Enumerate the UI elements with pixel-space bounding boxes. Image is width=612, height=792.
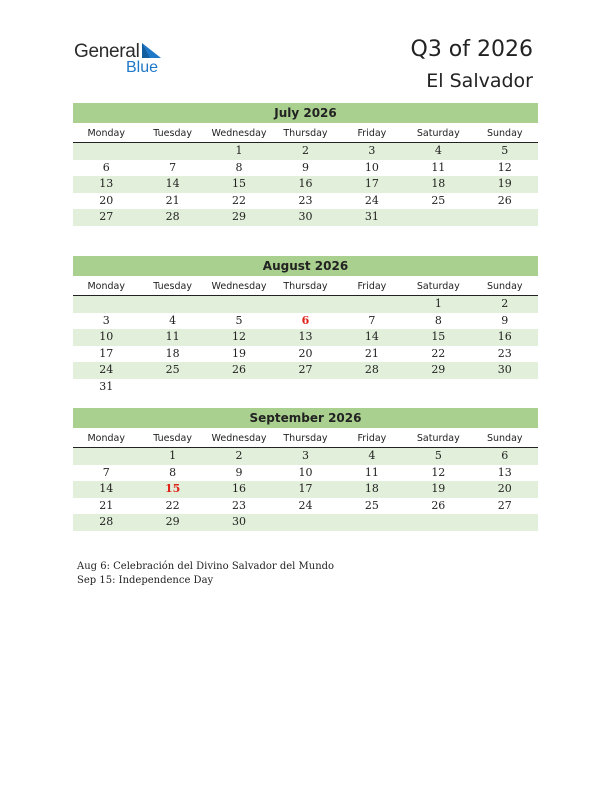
day-cell: 4 bbox=[434, 144, 442, 157]
day-cell bbox=[339, 514, 405, 531]
day-cell: 27 bbox=[99, 210, 114, 223]
day-cell bbox=[73, 143, 139, 160]
day-cell bbox=[73, 448, 139, 465]
week-row bbox=[73, 209, 538, 226]
weekday-label: Thursday bbox=[283, 281, 328, 292]
day-cell bbox=[272, 379, 338, 396]
month-title: September 2026 bbox=[73, 408, 538, 428]
day-cell bbox=[73, 296, 139, 313]
day-cell: 12 bbox=[232, 330, 247, 343]
day-cell: 21 bbox=[165, 193, 180, 207]
day-cell: 3 bbox=[368, 144, 376, 157]
day-cell bbox=[339, 379, 405, 396]
day-cell: 29 bbox=[232, 210, 247, 223]
day-cell bbox=[339, 296, 405, 313]
day-cell: 14 bbox=[99, 482, 114, 495]
day-cell: 9 bbox=[501, 313, 509, 327]
day-cell: 16 bbox=[232, 482, 247, 495]
day-cell bbox=[405, 514, 471, 531]
day-cell: 1 bbox=[169, 449, 177, 462]
day-cell: 12 bbox=[497, 160, 512, 174]
weekday-label: Tuesday bbox=[153, 128, 192, 139]
day-cell: 15 bbox=[431, 330, 446, 343]
weekday-header-row bbox=[73, 278, 538, 296]
day-cell: 30 bbox=[497, 363, 512, 376]
day-cell: 19 bbox=[232, 346, 247, 360]
day-cell: 8 bbox=[235, 160, 243, 174]
day-cell: 6 bbox=[501, 449, 509, 462]
week-row bbox=[73, 379, 538, 396]
day-cell: 21 bbox=[364, 346, 379, 360]
holiday-day-cell: 15 bbox=[164, 482, 181, 495]
day-cell: 7 bbox=[102, 465, 110, 479]
day-cell: 3 bbox=[301, 449, 309, 462]
day-cell bbox=[472, 379, 538, 396]
weekday-label: Thursday bbox=[283, 433, 328, 444]
day-cell: 9 bbox=[235, 465, 243, 479]
day-cell: 16 bbox=[298, 177, 313, 190]
day-cell bbox=[405, 209, 471, 226]
day-cell bbox=[272, 296, 338, 313]
weekday-label: Monday bbox=[87, 128, 125, 139]
day-cell: 29 bbox=[431, 363, 446, 376]
logo-triangle-icon bbox=[142, 43, 162, 59]
weekday-label: Sunday bbox=[486, 128, 523, 139]
day-cell: 17 bbox=[364, 177, 379, 190]
day-cell: 10 bbox=[99, 330, 114, 343]
day-cell: 20 bbox=[298, 346, 313, 360]
day-cell bbox=[272, 514, 338, 531]
day-cell: 9 bbox=[301, 160, 309, 174]
day-cell: 19 bbox=[497, 177, 512, 190]
day-cell: 25 bbox=[165, 363, 180, 376]
weekday-label: Monday bbox=[87, 433, 125, 444]
week-row bbox=[73, 329, 538, 346]
day-cell: 4 bbox=[169, 313, 177, 327]
week-row bbox=[73, 481, 538, 498]
day-cell: 30 bbox=[298, 210, 313, 223]
weekday-label: Thursday bbox=[283, 128, 328, 139]
day-cell: 24 bbox=[364, 193, 379, 207]
day-cell: 5 bbox=[434, 449, 442, 462]
week-row bbox=[73, 313, 538, 330]
day-cell: 26 bbox=[431, 498, 446, 512]
holiday-note: Aug 6: Celebración del Divino Salvador del Mundo bbox=[77, 561, 335, 572]
day-cell: 11 bbox=[431, 160, 446, 174]
weekday-label: Friday bbox=[357, 281, 387, 292]
day-cell: 2 bbox=[301, 144, 309, 157]
day-cell: 30 bbox=[232, 515, 247, 528]
month-title: August 2026 bbox=[73, 256, 538, 276]
weekday-header-row bbox=[73, 125, 538, 143]
day-cell: 31 bbox=[364, 210, 379, 223]
day-cell bbox=[139, 143, 205, 160]
day-cell: 27 bbox=[298, 363, 313, 376]
day-cell: 31 bbox=[99, 379, 114, 393]
day-cell: 2 bbox=[501, 297, 509, 310]
day-cell: 26 bbox=[497, 193, 512, 207]
country-name: El Salvador bbox=[426, 70, 533, 92]
day-cell: 19 bbox=[431, 482, 446, 495]
weekday-label: Sunday bbox=[486, 433, 523, 444]
day-cell: 17 bbox=[99, 346, 114, 360]
week-row bbox=[73, 160, 538, 177]
week-row bbox=[73, 346, 538, 363]
week-row bbox=[73, 498, 538, 515]
day-cell: 26 bbox=[232, 363, 247, 376]
day-cell: 7 bbox=[169, 160, 177, 174]
day-cell: 8 bbox=[434, 313, 442, 327]
day-cell: 28 bbox=[364, 363, 379, 376]
week-row bbox=[73, 193, 538, 210]
weekday-label: Wednesday bbox=[211, 128, 267, 139]
weekday-label: Wednesday bbox=[211, 433, 267, 444]
week-row bbox=[73, 362, 538, 379]
generalblue-logo bbox=[74, 41, 159, 76]
day-cell: 18 bbox=[165, 346, 180, 360]
day-cell: 21 bbox=[99, 498, 114, 512]
day-cell bbox=[139, 296, 205, 313]
day-cell: 25 bbox=[431, 193, 446, 207]
day-cell: 24 bbox=[298, 498, 313, 512]
day-cell: 22 bbox=[165, 498, 180, 512]
day-cell: 1 bbox=[235, 144, 243, 157]
week-row bbox=[73, 176, 538, 193]
day-cell: 22 bbox=[431, 346, 446, 360]
day-cell: 13 bbox=[497, 465, 512, 479]
day-cell bbox=[472, 209, 538, 226]
week-row bbox=[73, 448, 538, 465]
day-cell: 18 bbox=[431, 177, 446, 190]
day-cell bbox=[405, 379, 471, 396]
holiday-note: Sep 15: Independence Day bbox=[77, 574, 214, 586]
day-cell bbox=[206, 296, 272, 313]
day-cell: 11 bbox=[165, 330, 180, 343]
day-cell: 3 bbox=[102, 313, 110, 327]
day-cell: 23 bbox=[232, 498, 247, 512]
weekday-label: Saturday bbox=[416, 281, 460, 292]
weekday-label: Saturday bbox=[416, 128, 460, 139]
day-cell: 13 bbox=[99, 177, 114, 190]
day-cell: 14 bbox=[165, 177, 180, 190]
day-cell: 8 bbox=[169, 465, 177, 479]
day-cell: 18 bbox=[364, 482, 379, 495]
holiday-notes bbox=[77, 560, 334, 587]
day-cell: 20 bbox=[497, 482, 512, 495]
holiday-day-cell: 6 bbox=[301, 313, 310, 327]
day-cell: 12 bbox=[431, 465, 446, 479]
day-cell: 24 bbox=[99, 363, 114, 376]
month-title: July 2026 bbox=[73, 103, 538, 123]
day-cell: 23 bbox=[298, 193, 313, 207]
day-cell: 20 bbox=[99, 193, 114, 207]
day-cell: 29 bbox=[165, 515, 180, 528]
day-cell: 10 bbox=[364, 160, 379, 174]
month-calendar-july bbox=[73, 103, 538, 226]
day-cell: 14 bbox=[364, 330, 379, 343]
day-cell bbox=[139, 379, 205, 396]
day-cell: 15 bbox=[232, 177, 247, 190]
weekday-label: Sunday bbox=[486, 281, 523, 292]
day-cell: 5 bbox=[235, 313, 243, 327]
day-cell: 10 bbox=[298, 465, 313, 479]
day-cell: 7 bbox=[368, 313, 376, 327]
logo-text-blue: Blue bbox=[126, 59, 159, 76]
day-cell bbox=[206, 379, 272, 396]
day-cell: 11 bbox=[364, 465, 379, 479]
day-cell: 13 bbox=[298, 330, 313, 343]
day-cell: 16 bbox=[497, 330, 512, 343]
weekday-label: Friday bbox=[357, 433, 387, 444]
week-row bbox=[73, 514, 538, 531]
day-cell: 6 bbox=[102, 160, 110, 174]
day-cell: 2 bbox=[235, 449, 243, 462]
day-cell: 4 bbox=[368, 449, 376, 462]
day-cell: 1 bbox=[434, 297, 442, 310]
day-cell: 25 bbox=[364, 498, 379, 512]
week-row bbox=[73, 296, 538, 313]
weekday-label: Wednesday bbox=[211, 281, 267, 292]
day-cell: 23 bbox=[497, 346, 512, 360]
day-cell: 28 bbox=[165, 210, 180, 223]
day-cell: 28 bbox=[99, 515, 114, 528]
weekday-label: Tuesday bbox=[153, 433, 192, 444]
day-cell bbox=[472, 514, 538, 531]
weekday-label: Monday bbox=[87, 281, 125, 292]
day-cell: 22 bbox=[232, 193, 247, 207]
weekday-header-row bbox=[73, 430, 538, 448]
weekday-label: Tuesday bbox=[153, 281, 192, 292]
month-calendar-august bbox=[73, 256, 538, 395]
week-row bbox=[73, 465, 538, 482]
day-cell: 27 bbox=[497, 498, 512, 512]
day-cell: 17 bbox=[298, 482, 313, 495]
week-row bbox=[73, 143, 538, 160]
page-title: Q3 of 2026 bbox=[410, 37, 533, 62]
day-cell: 5 bbox=[501, 144, 509, 157]
logo-text-general: General bbox=[74, 41, 140, 62]
weekday-label: Friday bbox=[357, 128, 387, 139]
weekday-label: Saturday bbox=[416, 433, 460, 444]
month-calendar-september bbox=[73, 408, 538, 531]
